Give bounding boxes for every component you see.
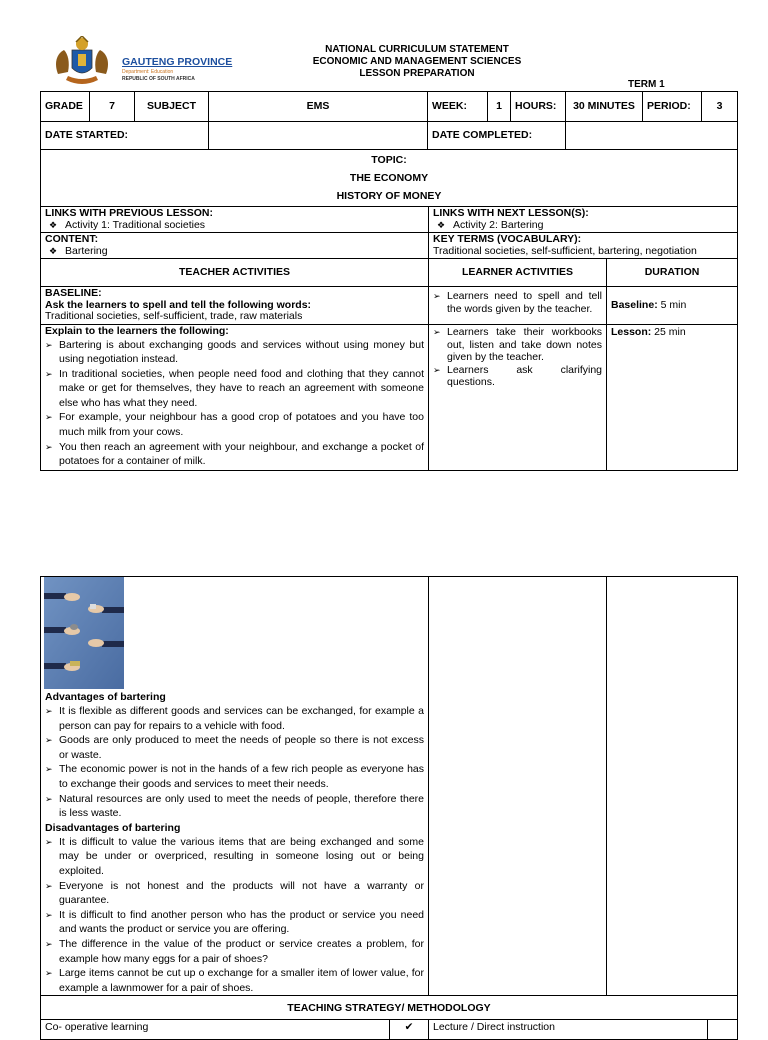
content-item: ❖ Bartering bbox=[45, 246, 424, 258]
topic-cell bbox=[41, 150, 738, 207]
strategy-cooperative-check-icon[interactable]: ✔ bbox=[390, 1020, 429, 1040]
grade-label: GRADE bbox=[41, 92, 90, 122]
date-started-label: DATE STARTED: bbox=[41, 122, 209, 150]
advantages-title: Advantages of bartering bbox=[45, 691, 166, 703]
week-value: 1 bbox=[488, 92, 511, 122]
logo bbox=[44, 36, 244, 88]
learner-activities-header: LEARNER ACTIVITIES bbox=[429, 259, 607, 287]
lesson-plan-table bbox=[40, 149, 738, 471]
disadvantage-item: ➢ Large items cannot be cut up o exchange for a smaller item of lower value, for example a lawnmower for a pair of shoes. bbox=[45, 966, 424, 995]
disadvantage-item: ➢ It is difficult to find another person who has the product or service you need and wants the product or service you are offering. bbox=[45, 908, 424, 937]
lesson-learner-item: ➢ Learners take their workbooks out, listen and take down notes given by the teacher. bbox=[433, 326, 602, 364]
header-line-1: NATIONAL CURRICULUM STATEMENT bbox=[325, 44, 509, 55]
header-line-3: LESSON PREPARATION bbox=[359, 68, 475, 79]
learner-activities-cell-empty bbox=[429, 577, 607, 996]
baseline-instruction: Ask the learners to spell and tell the following words: bbox=[45, 298, 312, 311]
lesson-duration-label: Lesson: bbox=[611, 326, 652, 338]
links-previous-label: LINKS WITH PREVIOUS LESSON: bbox=[45, 207, 214, 219]
period-value: 3 bbox=[702, 92, 738, 122]
lesson-duration-value: 25 min bbox=[651, 326, 686, 338]
logo-country: REPUBLIC OF SOUTH AFRICA bbox=[122, 76, 195, 82]
links-next-cell bbox=[429, 207, 738, 233]
advantage-item: ➢ It is flexible as different goods and services can be exchanged, for example a person can pay for repairs to a vehicle with food. bbox=[45, 704, 424, 733]
baseline-cell bbox=[41, 287, 429, 325]
term-label: TERM 1 bbox=[628, 79, 665, 90]
grade-value: 7 bbox=[90, 92, 135, 122]
date-started-field[interactable] bbox=[209, 122, 428, 150]
lesson-points-list bbox=[45, 338, 424, 469]
logo-org: GAUTENG PROVINCE bbox=[122, 56, 233, 68]
links-next-label: LINKS WITH NEXT LESSON(S): bbox=[433, 207, 589, 219]
period-label: PERIOD: bbox=[643, 92, 702, 122]
key-terms-text: Traditional societies, self-sufficient, bartering, negotiation bbox=[433, 244, 697, 257]
baseline-words: Traditional societies, self-sufficient, trade, raw materials bbox=[45, 310, 303, 322]
advantages-list bbox=[45, 704, 424, 821]
coat-of-arms-icon bbox=[44, 36, 120, 86]
duration-header: DURATION bbox=[607, 259, 738, 287]
lesson-plan-table-continued bbox=[40, 576, 738, 1040]
bartering-notes-cell bbox=[41, 577, 429, 996]
baseline-learner-item: ➢ Learners need to spell and tell the words given by the teacher. bbox=[433, 290, 602, 316]
disadvantages-title: Disadvantages of bartering bbox=[45, 821, 181, 834]
baseline-duration-cell bbox=[607, 287, 738, 325]
strategy-cooperative-label: Co- operative learning bbox=[41, 1020, 390, 1040]
lesson-point: ➢ You then reach an agreement with your neighbour, and exchange a pocket of potatoes for a container of milk. bbox=[45, 440, 424, 469]
topic-label: TOPIC: bbox=[371, 154, 407, 166]
advantage-item: ➢ Goods are only produced to meet the needs of people so there is not excess or waste. bbox=[45, 733, 424, 762]
links-previous-cell bbox=[41, 207, 429, 233]
hours-value: 30 MINUTES bbox=[566, 92, 643, 122]
hours-label: HOURS: bbox=[511, 92, 566, 122]
disadvantage-item: ➢ The difference in the value of the product or service creates a problem, for example how many eggs for a pair of shoes? bbox=[45, 937, 424, 966]
duration-cell-empty bbox=[607, 577, 738, 996]
teacher-activities-header: TEACHER ACTIVITIES bbox=[41, 259, 429, 287]
subject-value: EMS bbox=[209, 92, 428, 122]
key-terms-cell bbox=[429, 233, 738, 259]
disadvantage-item: ➢ It is difficult to value the various items that are being exchanged and some may be under or overpriced, resulting in someone losing out or being exploited. bbox=[45, 835, 424, 879]
lesson-info-table bbox=[40, 91, 738, 150]
key-terms-label: KEY TERMS (VOCABULARY): bbox=[433, 233, 582, 245]
links-previous-item: ❖ Activity 1: Traditional societies bbox=[45, 220, 424, 232]
lesson-learner-cell bbox=[429, 325, 607, 471]
subject-label: SUBJECT bbox=[135, 92, 209, 122]
lesson-duration-cell bbox=[607, 325, 738, 471]
bartering-hands-image bbox=[44, 577, 124, 689]
disadvantages-list bbox=[45, 835, 424, 996]
advantage-item: ➢ Natural resources are only used to meet the needs of people, therefore there is less waste. bbox=[45, 792, 424, 821]
advantage-item: ➢ The economic power is not in the hands of a few rich people as everyone has to exchange their goods and services to meet their needs. bbox=[45, 762, 424, 791]
lesson-point: ➢ For example, your neighbour has a good crop of potatoes and you have too much milk from your cows. bbox=[45, 410, 424, 439]
topic-line-2: HISTORY OF MONEY bbox=[336, 190, 442, 202]
lesson-cell bbox=[41, 325, 429, 471]
content-cell bbox=[41, 233, 429, 259]
teaching-strategy-header: TEACHING STRATEGY/ METHODOLOGY bbox=[41, 996, 738, 1020]
topic-line-1: THE ECONOMY bbox=[349, 172, 429, 184]
header-line-2: ECONOMIC AND MANAGEMENT SCIENCES bbox=[312, 56, 522, 67]
lesson-point: ➢ Bartering is about exchanging goods and services without using money but using negotiation instead. bbox=[45, 338, 424, 367]
baseline-label: BASELINE: bbox=[45, 287, 102, 299]
lesson-point: ➢ In traditional societies, when people need food and clothing that they cannot make or get for themselves, they have to reach an agreement with someone else who has what they need. bbox=[45, 367, 424, 411]
strategy-lecture-label: Lecture / Direct instruction bbox=[429, 1020, 708, 1040]
lesson-learner-list bbox=[433, 326, 602, 389]
lesson-intro: Explain to the learners the following: bbox=[45, 325, 229, 337]
baseline-duration-value: 5 min bbox=[657, 299, 687, 312]
links-next-item: ❖ Activity 2: Bartering bbox=[433, 220, 733, 232]
content-label: CONTENT: bbox=[45, 233, 99, 245]
lesson-learner-item: ➢ Learners ask clarifying questions. bbox=[433, 364, 602, 389]
logo-dept: Department: Education bbox=[122, 69, 174, 75]
week-label: WEEK: bbox=[428, 92, 488, 122]
date-completed-field[interactable] bbox=[566, 122, 738, 150]
disadvantage-item: ➢ Everyone is not honest and the products will not have a warranty or guarantee. bbox=[45, 879, 424, 908]
date-completed-label: DATE COMPLETED: bbox=[428, 122, 566, 150]
baseline-learner-cell bbox=[429, 287, 607, 325]
baseline-duration-label: Baseline: bbox=[611, 299, 658, 312]
strategy-lecture-check[interactable] bbox=[708, 1020, 738, 1040]
document-header bbox=[300, 44, 534, 80]
